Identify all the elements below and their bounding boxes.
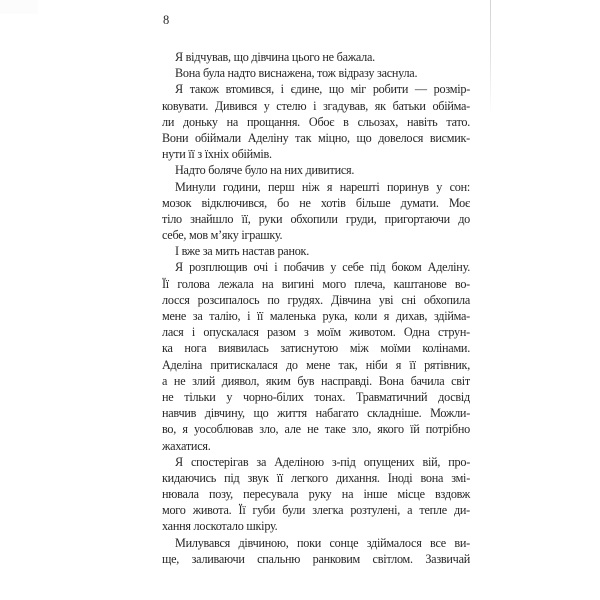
text-line: жахатися. — [162, 438, 211, 453]
text-line: Я також втомився, і єдине, що міг робити — розмір- — [175, 82, 470, 97]
text-line: Вони обіймали Аделіну так міцно, що довелося висмик- — [162, 130, 470, 145]
text-line: кидаючись під звук її легкого дихання. Іноді вона змі- — [162, 470, 470, 485]
text-line: мене за талію, і її маленька рука, коли я дихав, здійма- — [162, 309, 470, 323]
text-line: Я відчував, що дівчина цього не бажала. — [175, 50, 375, 64]
scan-artifact-line — [490, 0, 491, 115]
text-line: тіло знайшло її, руки обхопили груди, пригортаючи до — [162, 211, 470, 226]
text-line: Надто боляче було на них дивитися. — [175, 163, 355, 178]
text-line: нювала позу, пересувала руку на інше місце вздовж — [162, 487, 470, 502]
text-line: І вже за мить настав ранок. — [175, 244, 310, 259]
text-line: мозок відключився, бо не хотів більше думати. Моє — [162, 195, 470, 210]
text-line: Минули години, перш ніж я нарешті поринув у сон: — [175, 179, 470, 194]
text-line: Вона була надто виснажена, тож відразу заснула. — [175, 66, 418, 81]
text-line: ковувати. Дивився у стелю і згадував, як батьки обійма- — [162, 98, 470, 113]
text-line: лосся розсипалось по грудях. Дівчина уві сні обхопила — [162, 292, 470, 307]
scan-corner-shade — [0, 0, 38, 14]
text-line: Я розплющив очі і побачив у себе під боком Аделіну. — [175, 260, 470, 275]
text-line: себе, мов м’яку іграшку. — [162, 228, 283, 243]
text-line: навчив дівчину, що життя набагато складніше. Можли- — [162, 406, 470, 421]
page-number: 8 — [163, 13, 170, 27]
text-line: Аделіна притискалася до мене так, ніби я її рятівник, — [162, 357, 470, 372]
text-line: лася і опускалася разом з моїм животом. Одна струн- — [162, 325, 470, 340]
text-line: мого живота. Її губи були злегка розтулені, а тепле ди- — [162, 503, 470, 518]
text-line: хання лоскотало шкіру. — [162, 519, 278, 534]
text-line: Милувався дівчиною, поки сонце здіймалося все ви- — [175, 535, 470, 550]
text-line: не тільки у чорно-білих тонах. Травматичний досвід — [162, 389, 470, 404]
text-line: Її голова лежала на вигині мого плеча, каштанове во- — [162, 276, 470, 291]
text-line: во, я уособлював зло, але не таке зло, якого їй потрібно — [162, 422, 470, 437]
text-line: Я спостерігав за Аделіною з-під опущених вій, про- — [175, 454, 470, 469]
text-line: а не злий диявол, яким був насправді. Вона бачила світ — [162, 373, 470, 388]
text-line: ка нога виявилась затиснутою між моїми колінами. — [162, 341, 470, 356]
text-line: нути її з їхніх обіймів. — [162, 147, 272, 162]
text-line: ще, заливаючи спальню ранковим світлом. Зазвичай — [162, 551, 470, 566]
text-line: ли доньку на прощання. Обоє в сльозах, навіть тато. — [162, 114, 470, 129]
body-text — [162, 49, 470, 567]
